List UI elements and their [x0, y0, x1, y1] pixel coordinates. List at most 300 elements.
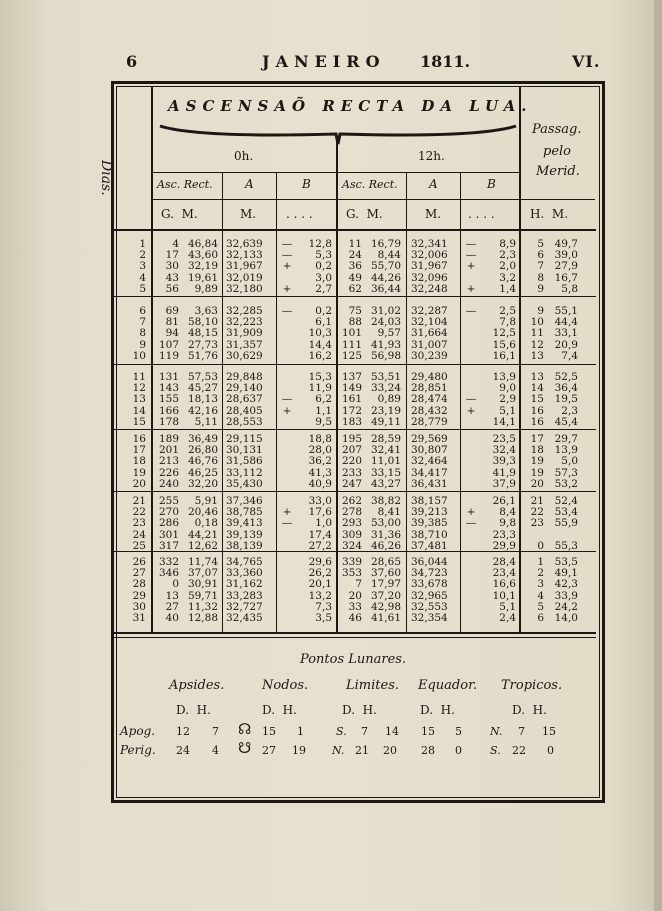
cell-days: 16	[132, 433, 146, 445]
rule	[406, 173, 407, 633]
cell-a12: 39,385	[411, 517, 448, 530]
cell-b0: 18,8	[308, 433, 332, 445]
cell-b12: 28,4	[492, 556, 516, 568]
cell-a0: 29,140	[226, 382, 263, 395]
perig-equador-h: 0	[455, 744, 462, 757]
cell-ph: 19	[530, 455, 544, 468]
cell-days: 3	[139, 260, 146, 273]
cell-g12: 36	[348, 260, 362, 273]
unit-gm-0: G. M.	[161, 207, 198, 221]
cell-g12: 46	[348, 612, 362, 624]
cell-ph: 0	[537, 539, 544, 552]
cell-ph: 16	[530, 415, 544, 428]
page-edge	[654, 0, 662, 911]
cell-g0: 213	[158, 455, 179, 468]
cell-m12: 8,41	[377, 506, 401, 519]
cell-m0: 5,91	[194, 495, 218, 507]
cell-g0: 178	[158, 415, 179, 428]
cell-b12: 2,9	[499, 393, 516, 406]
cell-a0: 32,639	[226, 238, 263, 250]
perig-limites-sym: N.	[332, 744, 345, 757]
cell-m0: 42,16	[187, 404, 218, 417]
apog-nodos-d: 15	[262, 725, 276, 738]
cell-g12: 149	[341, 382, 362, 395]
cell-b0: 1,0	[315, 517, 332, 530]
brace-ornament	[158, 124, 518, 146]
cell-sb12: +	[466, 282, 476, 295]
cell-g12: 88	[348, 316, 362, 329]
cell-b0: 15,3	[308, 371, 332, 383]
cell-ph: 11	[530, 327, 544, 340]
cell-g12: 137	[341, 371, 362, 383]
cell-g0: 143	[158, 382, 179, 395]
cell-days: 12	[132, 382, 146, 395]
cell-days: 10	[132, 349, 146, 362]
cell-sb0: —	[281, 238, 293, 250]
cell-a12: 32,287	[411, 305, 448, 317]
cell-g0: 94	[165, 327, 179, 340]
cell-b0: 33,0	[308, 495, 332, 507]
rule	[276, 173, 277, 633]
cell-a0: 29,115	[226, 433, 263, 445]
cell-g0: 131	[158, 371, 179, 383]
cell-a0: 39,139	[226, 528, 263, 541]
cell-days: 15	[132, 415, 146, 428]
cell-pm: 45,4	[554, 415, 578, 428]
cell-b0: 3,0	[315, 271, 332, 284]
cell-m0: 11,32	[187, 600, 218, 613]
cell-ph: 18	[530, 444, 544, 457]
cell-b12: 5,1	[499, 600, 516, 613]
cell-a12: 29,569	[411, 433, 448, 445]
cell-pm: 7,4	[561, 349, 578, 362]
cell-a12: 32,096	[411, 271, 448, 284]
apog-label: Apog.	[120, 724, 156, 738]
cell-ph: 16	[530, 404, 544, 417]
cell-b0: 2,7	[315, 282, 332, 295]
cell-g0: 255	[158, 495, 179, 507]
cell-b12: 39,3	[492, 455, 516, 468]
cell-days: 9	[139, 338, 146, 351]
cell-m12: 28,65	[370, 556, 401, 568]
cell-b12: 16,1	[492, 349, 516, 362]
passag-label-3: Merid.	[536, 164, 580, 179]
subhead-a-0: A	[245, 177, 254, 191]
cell-g0: 240	[158, 477, 179, 490]
cell-a0: 28,405	[226, 404, 263, 417]
cell-a12: 32,553	[411, 600, 448, 613]
cell-ph: 4	[537, 589, 544, 602]
group-0h: 0h.	[234, 149, 254, 163]
cell-b12: 16,6	[492, 578, 516, 591]
dh-apsides: D. H.	[176, 703, 211, 717]
cell-ph: 5	[537, 238, 544, 250]
cell-m12: 53,51	[370, 371, 401, 383]
cell-b0: 7,3	[315, 600, 332, 613]
dh-limites: D. H.	[342, 703, 377, 717]
apog-tropicos-h: 15	[542, 725, 556, 738]
cell-a0: 31,967	[226, 260, 263, 273]
rule	[114, 632, 596, 634]
cell-pm: 24,2	[554, 600, 578, 613]
cell-m12: 41,61	[370, 612, 401, 624]
cell-m12: 33,15	[370, 466, 401, 479]
cell-b12: 32,4	[492, 444, 516, 457]
cell-b0: 20,1	[308, 578, 332, 591]
cell-a12: 36,431	[411, 477, 448, 490]
cell-b0: 11,9	[308, 382, 332, 395]
cell-m0: 44,21	[187, 528, 218, 541]
cell-a0: 28,553	[226, 415, 263, 428]
cell-a0: 32,285	[226, 305, 263, 317]
cell-g12: 183	[341, 415, 362, 428]
cell-pm: 5,0	[561, 455, 578, 468]
cell-m0: 36,49	[187, 433, 218, 445]
cell-days: 19	[132, 466, 146, 479]
perig-equador-d: 28	[421, 744, 435, 757]
cell-m12: 11,01	[370, 455, 401, 468]
unit-dots-0: . . . .	[286, 207, 313, 221]
cell-sb0: +	[282, 282, 292, 295]
cell-a0: 31,586	[226, 455, 263, 468]
cell-a0: 39,413	[226, 517, 263, 530]
cell-g0: 56	[165, 282, 179, 295]
cell-ph: 6	[537, 612, 544, 624]
cell-b12: 7,8	[499, 316, 516, 329]
cell-m0: 12,62	[187, 539, 218, 552]
cell-b12: 8,9	[499, 238, 516, 250]
cell-pm: 20,9	[554, 338, 578, 351]
cell-g12: 278	[341, 506, 362, 519]
cell-g12: 20	[348, 589, 362, 602]
cell-a12: 31,967	[411, 260, 448, 273]
cell-days: 7	[139, 316, 146, 329]
cell-a12: 37,481	[411, 539, 448, 552]
cell-ph: 1	[537, 556, 544, 568]
cell-a0: 38,139	[226, 539, 263, 552]
cell-sb12: +	[466, 506, 476, 519]
rule	[114, 229, 596, 231]
cell-b0: 0,2	[315, 305, 332, 317]
apog-tropicos-sym: N.	[490, 725, 503, 738]
apog-limites-d: 7	[361, 725, 368, 738]
cell-pm: 49,7	[554, 238, 578, 250]
cell-b0: 14,4	[308, 338, 332, 351]
rule	[114, 296, 596, 297]
cell-m0: 18,13	[187, 393, 218, 406]
cell-pm: 52,5	[554, 371, 578, 383]
cell-m0: 45,27	[187, 382, 218, 395]
cell-b0: 6,2	[315, 393, 332, 406]
cell-pm: 33,1	[554, 327, 578, 340]
subhead-b-12: B	[487, 177, 496, 191]
apog-apsides-d: 12	[176, 725, 190, 738]
rule	[114, 364, 596, 365]
cell-a12: 31,007	[411, 338, 448, 351]
page-title: JANEIRO	[262, 52, 386, 71]
cell-b0: 17,6	[308, 506, 332, 519]
cell-ph: 3	[537, 578, 544, 591]
apog-equador-h: 5	[455, 725, 462, 738]
cell-ph: 2	[537, 567, 544, 580]
cell-g12: 125	[341, 349, 362, 362]
apog-limites-h: 14	[385, 725, 399, 738]
cell-sb0: +	[282, 260, 292, 273]
dh-equador: D. H.	[420, 703, 455, 717]
cell-days: 28	[132, 578, 146, 591]
apog-equador-d: 15	[421, 725, 435, 738]
cell-m12: 31,36	[370, 528, 401, 541]
cell-sb0: +	[282, 506, 292, 519]
cell-a0: 33,112	[226, 466, 263, 479]
cell-days: 27	[132, 567, 146, 580]
cell-a0: 32,019	[226, 271, 263, 284]
cell-a12: 31,664	[411, 327, 448, 340]
cell-ph: 7	[537, 260, 544, 273]
cell-pm: 57,3	[554, 466, 578, 479]
cell-m0: 32,19	[187, 260, 218, 273]
cell-a12: 32,965	[411, 589, 448, 602]
cell-days: 5	[139, 282, 146, 295]
cell-pm: 55,1	[554, 305, 578, 317]
cell-m12: 17,97	[370, 578, 401, 591]
ascending-node-symbol: ☊	[238, 720, 252, 738]
rule	[114, 491, 596, 492]
cell-g12: 111	[341, 338, 362, 351]
cell-m0: 11,74	[187, 556, 218, 568]
cell-b12: 26,1	[492, 495, 516, 507]
cell-days: 21	[132, 495, 146, 507]
cell-sb12: —	[465, 517, 477, 530]
cell-pm: 29,7	[554, 433, 578, 445]
cell-a0: 38,785	[226, 506, 263, 519]
cell-pm: 5,8	[561, 282, 578, 295]
cell-sb0: —	[281, 393, 293, 406]
cell-m0: 27,73	[187, 338, 218, 351]
cell-a0: 31,357	[226, 338, 263, 351]
cell-m0: 32,20	[187, 477, 218, 490]
cell-sb12: +	[466, 404, 476, 417]
cell-pm: 13,9	[554, 444, 578, 457]
cell-m12: 0,89	[377, 393, 401, 406]
cell-g0: 81	[165, 316, 179, 329]
cell-sb0: —	[281, 249, 293, 262]
cell-g12: 33	[348, 600, 362, 613]
cell-b0: 41,3	[308, 466, 332, 479]
cell-a12: 32,104	[411, 316, 448, 329]
cell-b12: 2,0	[499, 260, 516, 273]
cell-b0: 12,8	[308, 238, 332, 250]
cell-ph: 9	[537, 305, 544, 317]
cell-days: 22	[132, 506, 146, 519]
subhead-a-12: A	[429, 177, 438, 191]
cell-pm: 19,5	[554, 393, 578, 406]
cell-b0: 10,3	[308, 327, 332, 340]
cell-g12: 233	[341, 466, 362, 479]
cell-g12: 49	[348, 271, 362, 284]
unit-dots-12: . . . .	[468, 207, 495, 221]
cell-g12: 353	[341, 567, 362, 580]
cell-sb12: —	[465, 393, 477, 406]
cell-b12: 37,9	[492, 477, 516, 490]
cell-b0: 9,5	[315, 415, 332, 428]
cell-g0: 30	[165, 260, 179, 273]
cell-pm: 39,0	[554, 249, 578, 262]
cell-pm: 44,4	[554, 316, 578, 329]
rule	[151, 199, 595, 200]
cell-m0: 46,25	[187, 466, 218, 479]
perig-nodos-h: 19	[292, 744, 306, 757]
cell-days: 6	[139, 305, 146, 317]
perig-apsides-h: 4	[212, 744, 219, 757]
cell-a12: 32,464	[411, 455, 448, 468]
cell-b12: 2,5	[499, 305, 516, 317]
cell-b12: 23,4	[492, 567, 516, 580]
cell-a0: 30,629	[226, 349, 263, 362]
cell-m12: 33,24	[370, 382, 401, 395]
cell-days: 4	[139, 271, 146, 284]
cell-m0: 46,84	[187, 238, 218, 250]
cell-a0: 34,765	[226, 556, 263, 568]
cell-a0: 32,435	[226, 612, 263, 624]
cell-b0: 1,1	[315, 404, 332, 417]
passag-label-2: pelo	[543, 144, 571, 159]
cell-pm: 36,4	[554, 382, 578, 395]
cell-a12: 33,678	[411, 578, 448, 591]
cell-g0: 226	[158, 466, 179, 479]
cell-m12: 31,02	[370, 305, 401, 317]
cell-ph: 17	[530, 433, 544, 445]
cell-pm: 55,3	[554, 539, 578, 552]
cell-days: 25	[132, 539, 146, 552]
cell-a0: 35,430	[226, 477, 263, 490]
cell-days: 14	[132, 404, 146, 417]
cell-m0: 59,71	[187, 589, 218, 602]
cell-b0: 26,2	[308, 567, 332, 580]
cell-a12: 32,248	[411, 282, 448, 295]
cell-m12: 9,57	[377, 327, 401, 340]
cell-g12: 262	[341, 495, 362, 507]
cell-g0: 40	[165, 612, 179, 624]
cell-ph: 13	[530, 349, 544, 362]
cell-ph: 15	[530, 393, 544, 406]
cell-days: 2	[139, 249, 146, 262]
cell-b0: 29,6	[308, 556, 332, 568]
cell-m0: 48,15	[187, 327, 218, 340]
rule	[114, 637, 596, 638]
cell-g0: 270	[158, 506, 179, 519]
apog-nodos-h: 1	[297, 725, 304, 738]
cell-pm: 33,9	[554, 589, 578, 602]
cell-b0: 27,2	[308, 539, 332, 552]
cell-g0: 119	[158, 349, 179, 362]
cell-days: 11	[132, 371, 146, 383]
cell-b12: 12,5	[492, 327, 516, 340]
cell-b12: 8,4	[499, 506, 516, 519]
page-year: 1811.	[420, 52, 471, 71]
cell-m12: 37,60	[370, 567, 401, 580]
cell-m12: 41,93	[370, 338, 401, 351]
cell-ph: 12	[530, 338, 544, 351]
rule	[151, 172, 519, 173]
cell-g12: 247	[341, 477, 362, 490]
cell-a12: 32,006	[411, 249, 448, 262]
cell-ph: 14	[530, 382, 544, 395]
cell-ph: 20	[530, 477, 544, 490]
cell-g0: 27	[165, 600, 179, 613]
cell-m0: 43,60	[187, 249, 218, 262]
cell-g0: 69	[165, 305, 179, 317]
cell-b0: 13,2	[308, 589, 332, 602]
cell-a0: 37,346	[226, 495, 263, 507]
cell-g12: 62	[348, 282, 362, 295]
heading-tropicos: Tropicos.	[501, 678, 563, 693]
cell-a12: 30,239	[411, 349, 448, 362]
cell-a0: 32,180	[226, 282, 263, 295]
cell-ph: 23	[530, 517, 544, 530]
cell-ph: 10	[530, 316, 544, 329]
cell-g0: 317	[158, 539, 179, 552]
rule	[222, 173, 223, 633]
cell-g0: 332	[158, 556, 179, 568]
cell-m0: 51,76	[187, 349, 218, 362]
cell-b12: 1,4	[499, 282, 516, 295]
cell-a12: 34,417	[411, 466, 448, 479]
cell-m0: 5,11	[194, 415, 218, 428]
perig-limites-h: 20	[383, 744, 397, 757]
cell-days: 31	[132, 612, 146, 624]
perig-limites-d: 21	[355, 744, 369, 757]
subhead-b-0: B	[302, 177, 311, 191]
cell-b12: 23,3	[492, 528, 516, 541]
cell-g12: 293	[341, 517, 362, 530]
cell-g0: 346	[158, 567, 179, 580]
cell-days: 30	[132, 600, 146, 613]
cell-ph: 5	[537, 600, 544, 613]
cell-a0: 32,727	[226, 600, 263, 613]
rule	[460, 173, 461, 633]
cell-g0: 301	[158, 528, 179, 541]
cell-a12: 34,723	[411, 567, 448, 580]
page-number: 6	[126, 52, 139, 71]
cell-days: 24	[132, 528, 146, 541]
cell-ph: 22	[530, 506, 544, 519]
cell-b12: 14,1	[492, 415, 516, 428]
perig-label: Perig.	[120, 743, 156, 757]
cell-sb12: —	[465, 238, 477, 250]
cell-g0: 189	[158, 433, 179, 445]
cell-pm: 27,9	[554, 260, 578, 273]
cell-ph: 19	[530, 466, 544, 479]
cell-m0: 9,89	[194, 282, 218, 295]
cell-m0: 58,10	[187, 316, 218, 329]
cell-pm: 53,2	[554, 477, 578, 490]
cell-m12: 49,11	[370, 415, 401, 428]
cell-a12: 38,710	[411, 528, 448, 541]
dh-tropicos: D. H.	[512, 703, 547, 717]
cell-g12: 172	[341, 404, 362, 417]
cell-days: 29	[132, 589, 146, 602]
cell-a12: 36,044	[411, 556, 448, 568]
cell-m12: 36,44	[370, 282, 401, 295]
cell-a0: 33,360	[226, 567, 263, 580]
cell-sb0: +	[282, 404, 292, 417]
cell-pm: 42,3	[554, 578, 578, 591]
cell-m12: 8,44	[377, 249, 401, 262]
cell-sb12: —	[465, 305, 477, 317]
cell-b0: 3,5	[315, 612, 332, 624]
cell-g12: 195	[341, 433, 362, 445]
